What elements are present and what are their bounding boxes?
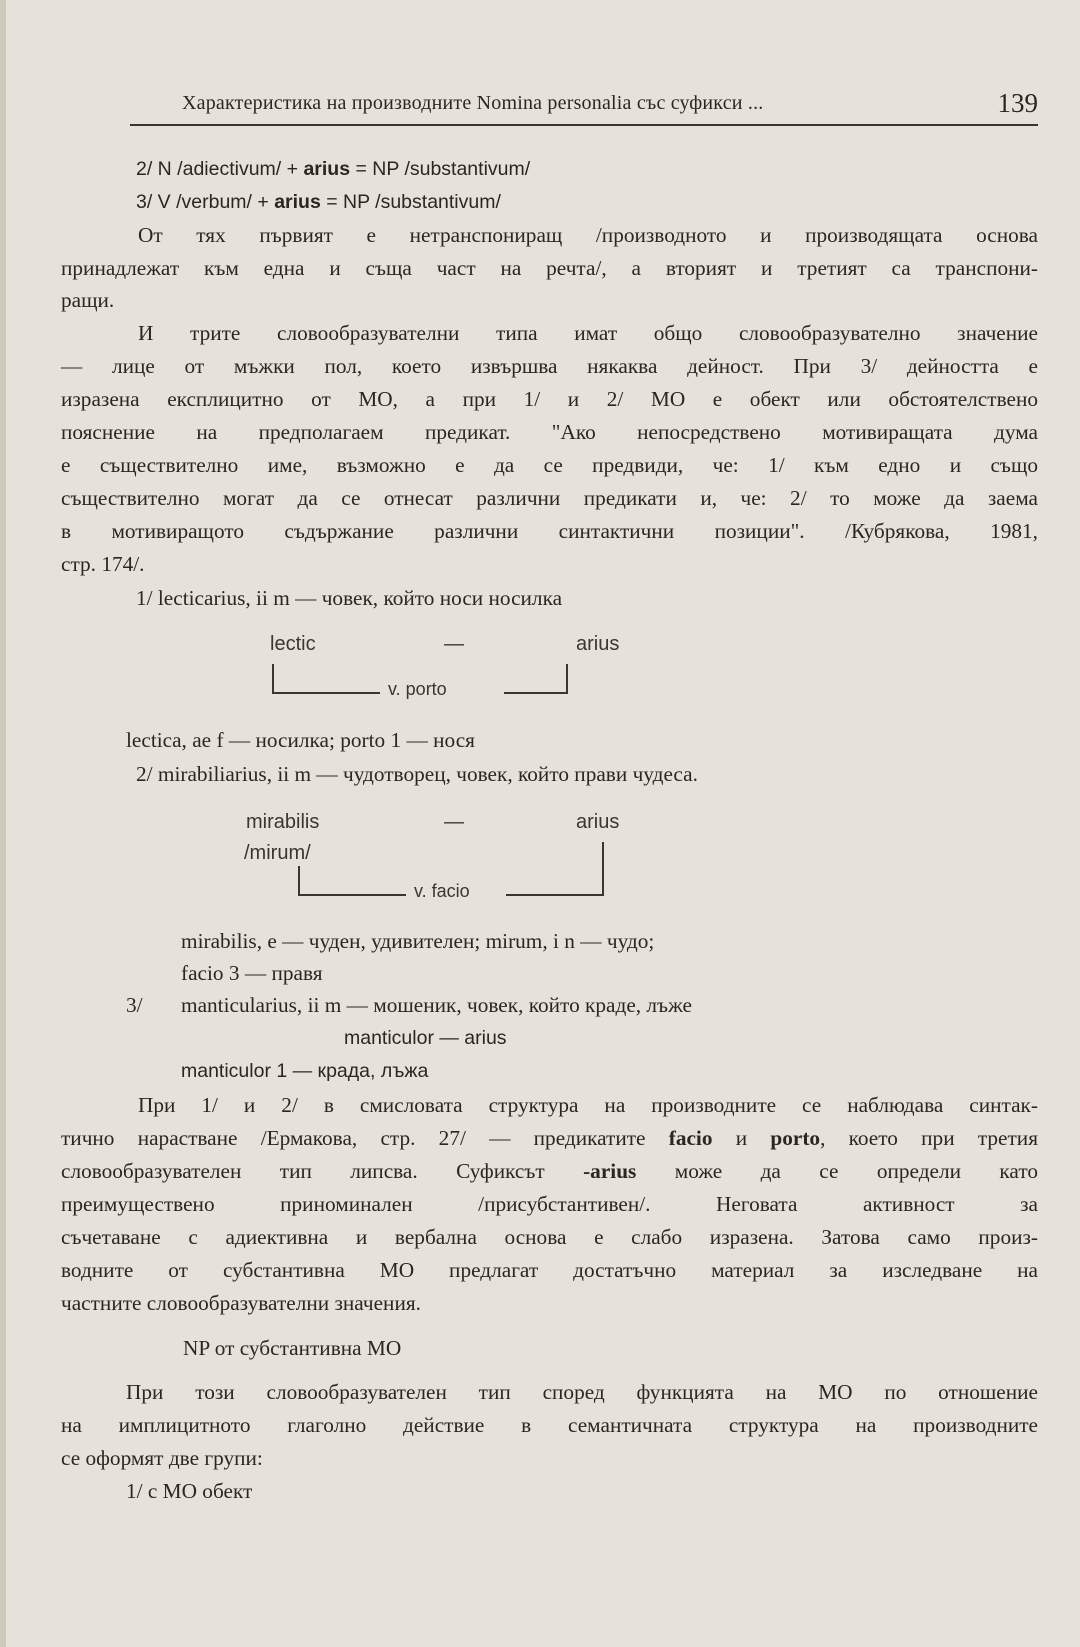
paragraph-2-line-4: пояснение на предполагаем предикат. "Ако непосредствено мотивиращата дума [61,420,1038,444]
example-2-heading: 2/ mirabiliarius, ii m — чудотворец, човек, който прави чудеса. [136,762,698,786]
header-rule [130,124,1038,126]
paragraph-4-line-3: се оформят две групи: [61,1446,263,1470]
paragraph-3-line-2: тично нарастване /Ермакова, стр. 27/ — предикатите facio и porto, което при третия [61,1126,1038,1150]
example-1-gloss: lectica, ae f — носилка; porto 1 — нося [126,728,475,752]
example-2-bracket-right [602,842,604,896]
paragraph-1-line-1: От тях първият е нетранспониращ /производното и производящата основа [138,223,1038,247]
example-1-stem: lectic [270,633,316,655]
last-line: 1/ с МО обект [126,1479,253,1503]
example-3-number: 3/ [126,993,143,1017]
example-1-dash: — [444,633,464,655]
example-2-stem-alt: /mirum/ [244,842,311,864]
paragraph-3-line-3: словообразувателен тип липсва. Суфиксът -arius може да се определи като [61,1159,1038,1183]
formula-3: 3/ V /verbum/ + arius = NP /substantivum/ [136,191,501,213]
paragraph-2-line-3: изразена експлицитно от МО, а при 1/ и 2/ МО е обект или обстоятелствено [61,387,1038,411]
paragraph-2-line-8: стр. 174/. [61,552,145,576]
example-3-derivation: manticulor — arius [344,1027,507,1049]
paragraph-2-line-6: съществително могат да се отнесат различни предикати и, че: 2/ то може да заема [61,486,1038,510]
paragraph-4-line-1: При този словообразувателен тип според функцията на МО по отношение [126,1380,1038,1404]
example-2-dash: — [444,811,464,833]
page-number: 139 [997,88,1038,118]
example-2-bracket-bottom-right [506,894,604,896]
example-2-gloss-2: facio 3 — правя [181,961,323,985]
paragraph-4-line-2: на имплицитното глаголно действие в семантичната структура на производните [61,1413,1038,1437]
paragraph-3-line-5: съчетаване с адиективна и вербална основа е слабо изразена. Затова само произ- [61,1225,1038,1249]
paragraph-2-line-7: в мотивиращото съдържание различни синтактични позиции". /Кубрякова, 1981, [61,519,1038,543]
paragraph-3-line-1: При 1/ и 2/ в смисловата структура на производните се наблюдава синтак- [138,1093,1038,1117]
running-header [130,88,1038,122]
example-2-verb: v. facio [414,881,470,901]
example-1-heading: 1/ lecticarius, ii m — човек, който носи носилка [136,586,563,610]
running-title: Характеристика на производните Nomina personalia със суфикси ... [182,92,764,114]
example-2-suffix: arius [576,811,620,833]
paragraph-3-line-7: частните словообразувателни значения. [61,1291,421,1315]
example-2-gloss-1: mirabilis, e — чуден, удивителен; mirum, i n — чудо; [181,929,655,953]
example-2-bracket-left [298,866,300,896]
example-1-bracket-left [272,664,274,694]
example-1-suffix: arius [576,633,620,655]
example-3-heading: manticularius, ii m — мошеник, човек, който краде, лъже [181,993,692,1017]
example-2-bracket-bottom-left [298,894,406,896]
paragraph-3-line-6: водните от субстантивна МО предлагат достатъчно материал за изследване на [61,1258,1038,1282]
paragraph-3-line-4: преимуществено приноминален /присубстантивен/. Неговата активност за [61,1192,1038,1216]
example-2-stem: mirabilis [246,811,320,833]
example-1-bracket-bottom-right [504,692,568,694]
example-1-bracket-right [566,664,568,694]
section-heading: NP от субстантивна МО [183,1336,402,1360]
example-1-bracket-bottom-left [272,692,380,694]
paragraph-1-line-3: ращи. [61,288,115,312]
paragraph-2-line-1: И трите словообразувателни типа имат общо словообразувателно значение [138,321,1038,345]
example-3-gloss: manticulor 1 — крада, лъжа [181,1060,429,1082]
paragraph-2-line-2: — лице от мъжки пол, което извършва някаква дейност. При 3/ дейността е [61,354,1038,378]
example-1-verb: v. porto [388,679,447,699]
paragraph-2-line-5: е съществително име, възможно е да се предвиди, че: 1/ към едно и също [61,453,1038,477]
formula-2: 2/ N /adiectivum/ + arius = NP /substantivum/ [136,158,531,180]
page-spine-shadow [0,0,6,1647]
paragraph-1-line-2: принадлежат към една и съща част на речта/, а вторият и третият са транспони- [61,256,1038,280]
